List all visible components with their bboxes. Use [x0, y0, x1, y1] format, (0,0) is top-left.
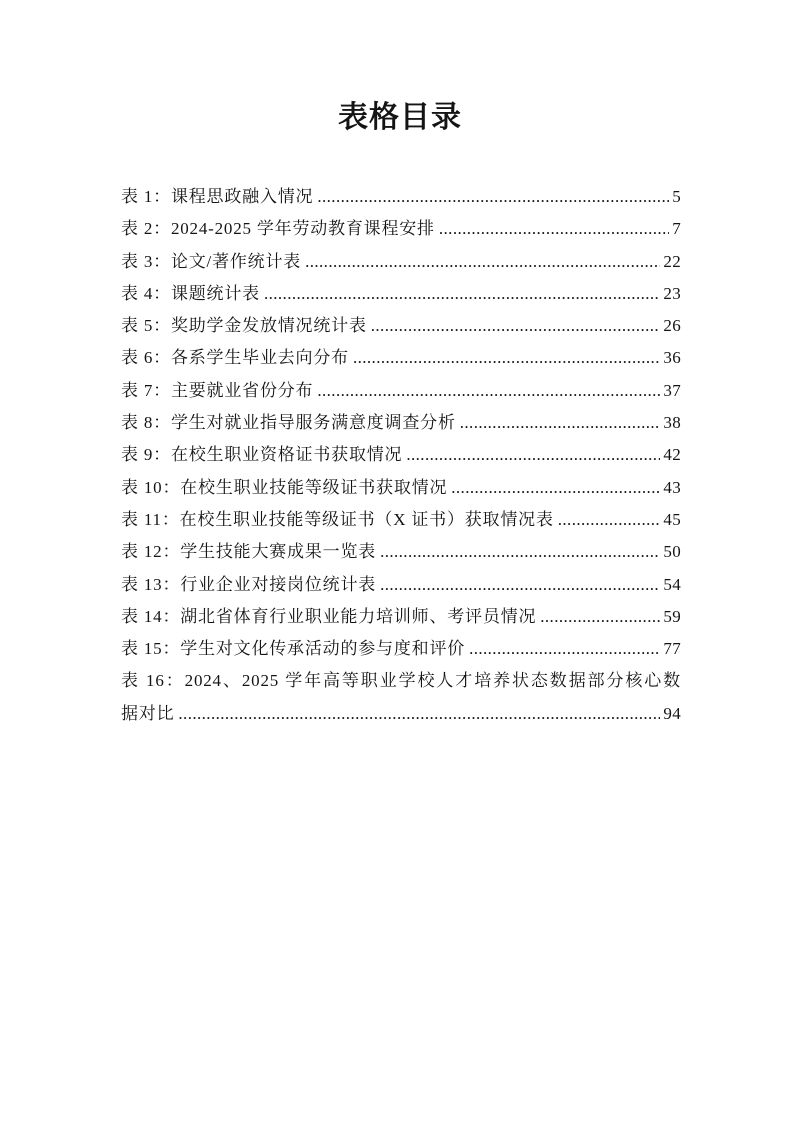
- toc-entry[interactable]: [121, 439, 681, 471]
- toc-list: [121, 181, 681, 730]
- toc-entry[interactable]: [121, 536, 681, 568]
- toc-entry-page-number: 45: [663, 509, 681, 529]
- toc-entry[interactable]: [121, 633, 681, 665]
- toc-entry[interactable]: [121, 375, 681, 407]
- toc-entry[interactable]: [121, 213, 681, 245]
- dot-leader: [406, 439, 660, 471]
- toc-entry[interactable]: [121, 407, 681, 439]
- toc-entry-label: 表 12：学生技能大赛成果一览表: [121, 542, 377, 562]
- toc-entry-page-number: 5: [672, 187, 681, 206]
- toc-entry-page-number: 50: [663, 542, 681, 562]
- toc-entry-label: 表 2：2024-2025 学年劳动教育课程安排: [121, 219, 435, 239]
- toc-entry-page-number: 37: [663, 380, 681, 400]
- toc-entry[interactable]: [121, 698, 681, 730]
- dot-leader: [305, 246, 660, 278]
- toc-entry-page-number: 59: [663, 606, 681, 626]
- toc-entry[interactable]: [121, 601, 681, 633]
- dot-leader: [380, 536, 660, 568]
- toc-entry-label: 表 6：各系学生毕业去向分布: [121, 348, 349, 368]
- toc-entry-line[interactable]: 表 16：2024、2025 学年高等职业学校人才培养状态数据部分核心数: [121, 671, 681, 691]
- toc-entry[interactable]: [121, 310, 681, 342]
- toc-entry[interactable]: [121, 278, 681, 310]
- toc-entry-page-number: 77: [663, 639, 681, 659]
- dot-leader: [460, 407, 661, 439]
- dot-leader: [264, 278, 660, 310]
- toc-entry[interactable]: [121, 504, 681, 536]
- toc-entry[interactable]: [121, 246, 681, 278]
- toc-entry-page-number: 54: [663, 574, 681, 594]
- toc-entry-label: 据对比: [121, 703, 175, 723]
- toc-entry-page-number: 23: [663, 283, 681, 303]
- toc-entry-page-number: 94: [663, 703, 681, 723]
- toc-entry-label: 表 5：奖助学金发放情况统计表: [121, 316, 367, 336]
- dot-leader: [178, 698, 660, 730]
- toc-entry-label: 表 7：主要就业省份分布: [121, 380, 314, 400]
- toc-entry-label: 表 1：课程思政融入情况: [121, 187, 314, 206]
- toc-entry-page-number: 43: [663, 477, 681, 497]
- dot-leader: [317, 181, 669, 213]
- dot-leader: [317, 375, 660, 407]
- page-title: 表格目录: [338, 101, 462, 134]
- dot-leader: [353, 342, 660, 374]
- toc-entry[interactable]: [121, 472, 681, 504]
- dot-leader: [469, 633, 660, 665]
- toc-entry-page-number: 26: [663, 316, 681, 336]
- toc-entry-page-number: 42: [663, 445, 681, 465]
- toc-entry[interactable]: [121, 569, 681, 601]
- toc-entry-label: 表 14：湖北省体育行业职业能力培训师、考评员情况: [121, 606, 537, 626]
- toc-entry-page-number: 38: [663, 413, 681, 433]
- dot-leader: [380, 569, 660, 601]
- toc-entry[interactable]: [121, 342, 681, 374]
- toc-entry-label: 表 10：在校生职业技能等级证书获取情况: [121, 477, 448, 497]
- toc-entry-label: 表 11：在校生职业技能等级证书（X 证书）获取情况表: [121, 509, 554, 529]
- toc-entry-page-number: 7: [672, 219, 681, 239]
- toc-entry-label: 表 8：学生对就业指导服务满意度调查分析: [121, 413, 456, 433]
- toc-entry[interactable]: [121, 181, 681, 213]
- dot-leader: [451, 472, 660, 504]
- toc-entry-page-number: 22: [663, 251, 681, 271]
- toc-entry-label: 表 3：论文/著作统计表: [121, 251, 302, 271]
- toc-entry-label: 表 15：学生对文化传承活动的参与度和评价: [121, 639, 466, 659]
- toc-entry-label: 表 4：课题统计表: [121, 283, 260, 303]
- dot-leader: [540, 601, 660, 633]
- dot-leader: [558, 504, 661, 536]
- dot-leader: [371, 310, 661, 342]
- toc-entry-page-number: 36: [663, 348, 681, 368]
- dot-leader: [439, 213, 669, 245]
- toc-entry-label: 表 9：在校生职业资格证书获取情况: [121, 445, 403, 465]
- toc-entry-label: 表 13：行业企业对接岗位统计表: [121, 574, 377, 594]
